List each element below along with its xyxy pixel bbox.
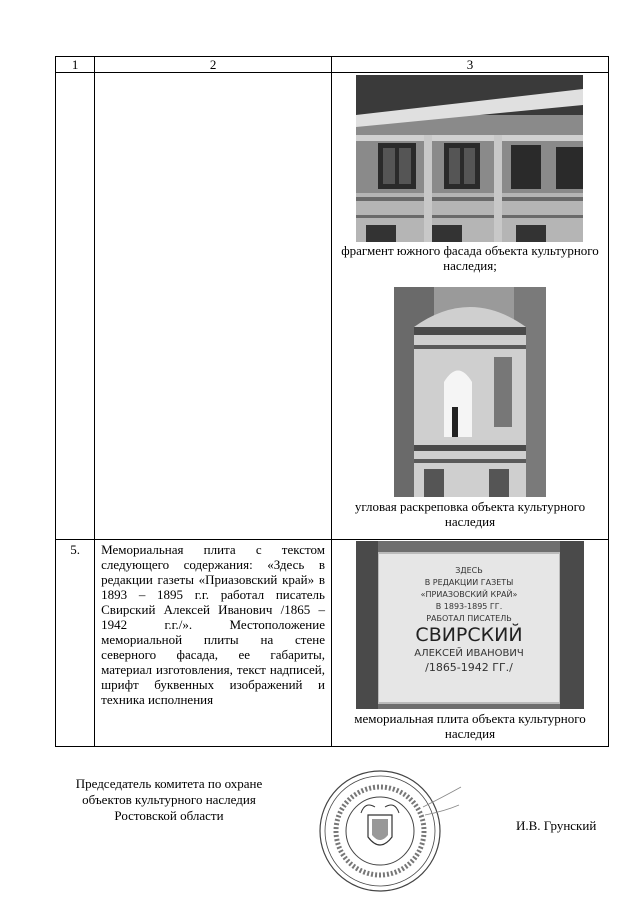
row-description (95, 73, 332, 540)
row-number (56, 73, 95, 540)
signatory-name: И.В. Грунский (516, 818, 597, 833)
table-row (56, 540, 609, 747)
building-facade-photo (356, 75, 583, 242)
svg-text:«ПРИАЗОВСКИЙ КРАЙ»: «ПРИАЗОВСКИЙ КРАЙ» (420, 590, 518, 599)
svg-text:СВИРСКИЙ: СВИРСКИЙ (415, 624, 523, 646)
official-seal-icon (313, 767, 463, 897)
photo-caption-facade: фрагмент южного фасада объекта культурного наследия; (341, 243, 599, 273)
signatory-position: Председатель комитета по охране объектов культурного наследия Ростовской области (75, 776, 263, 823)
photo-caption-plaque: мемориальная плита объекта культурного наследия (354, 711, 586, 741)
svg-text:В 1893-1895 ГГ.: В 1893-1895 ГГ. (435, 602, 503, 611)
header-col-1: 1 (56, 57, 95, 73)
heritage-table (55, 56, 609, 747)
header-col-3: 3 (331, 57, 608, 73)
row-photos (331, 73, 608, 540)
svg-text:ЗДЕСЬ: ЗДЕСЬ (455, 566, 483, 575)
photo-caption-corner: угловая раскреповка объекта культурного наследия (354, 499, 586, 529)
row-number: 5. (56, 540, 95, 747)
svg-text:АЛЕКСЕЙ ИВАНОВИЧ: АЛЕКСЕЙ ИВАНОВИЧ (414, 648, 524, 659)
svg-text:РАБОТАЛ ПИСАТЕЛЬ: РАБОТАЛ ПИСАТЕЛЬ (426, 614, 512, 623)
table-header-row (56, 57, 609, 73)
svg-text:/1865-1942 ГГ./: /1865-1942 ГГ./ (425, 661, 513, 674)
row-photos (331, 540, 608, 747)
header-col-2: 2 (95, 57, 332, 73)
svg-text:В РЕДАКЦИИ ГАЗЕТЫ: В РЕДАКЦИИ ГАЗЕТЫ (424, 578, 514, 587)
corner-projection-photo (394, 287, 546, 497)
memorial-plaque-photo (356, 541, 584, 709)
table-row (56, 73, 609, 540)
row-description: Мемориальная плита с текстом следующего содержания: «Здесь в редакции газеты «Приазовский край» в 1893 – 1895 г.г. работал писатель Свирский Алексей Иванович /1865 – 1942 г.г./». Местоположение мемориальной плиты на стене северного фасада, ее габариты, материал изготовления, текст надписей, шрифт буквенных изображений и техника исполнения (95, 540, 332, 747)
